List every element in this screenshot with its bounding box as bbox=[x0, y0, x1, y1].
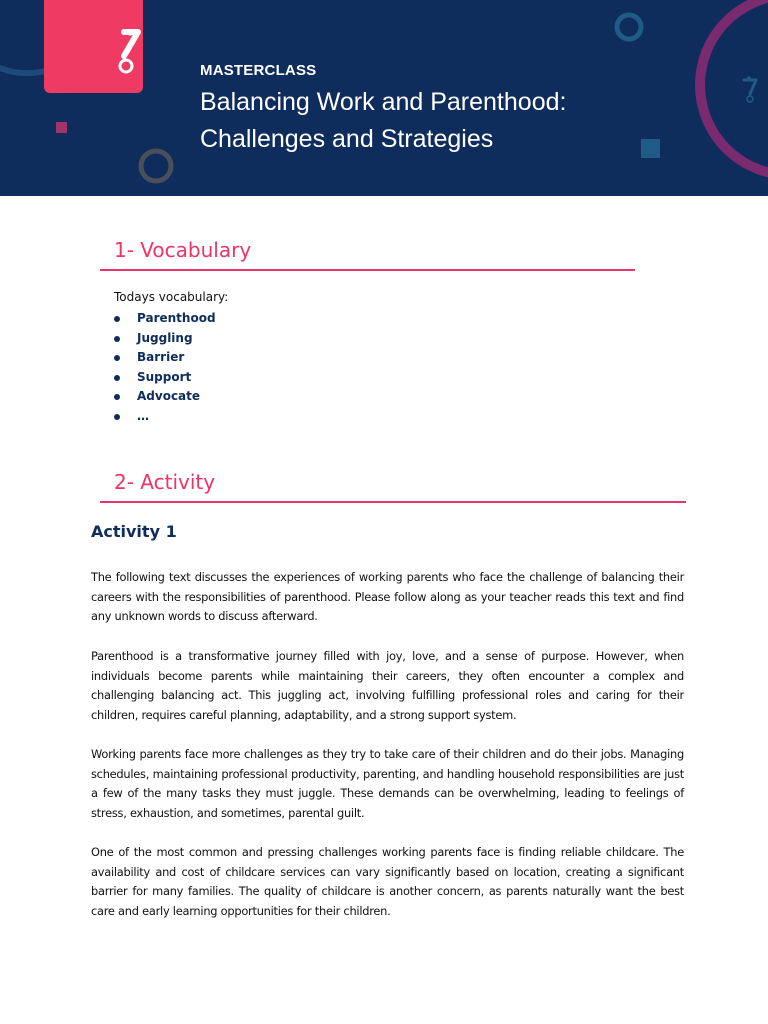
header-banner bbox=[0, 0, 768, 196]
bullet-icon bbox=[114, 355, 120, 361]
activity-paragraph-3: Working parents face more challenges as they try to take care of their children and do their jobs. Managing schedules, maintaining professional productivity, parenting, and handling household responsibilities are just a few of the many tasks they must juggle. These demands can be overwhelming, leading to feelings of stress, exhaustion, and sometimes, parental guilt. bbox=[91, 747, 684, 820]
bullet-icon bbox=[114, 394, 120, 400]
vocabulary-word: Parenthood bbox=[137, 311, 216, 325]
activity-paragraph-1: The following text discusses the experiences of working parents who face the challenge of balancing their careers with the responsibilities of parenthood. Please follow along as your teacher reads this text and find any unknown words to discuss afterward. bbox=[91, 570, 684, 624]
vocabulary-item bbox=[114, 407, 216, 427]
vocabulary-intro: Todays vocabulary: bbox=[114, 290, 229, 304]
eyebrow-label: MASTERCLASS bbox=[200, 62, 317, 79]
page-title bbox=[200, 84, 670, 158]
activity-subheading: Activity 1 bbox=[91, 522, 177, 541]
page-title-line-1: Balancing Work and Parenthood: bbox=[200, 88, 567, 116]
bullet-icon bbox=[114, 414, 120, 420]
bullet-icon bbox=[114, 336, 120, 342]
vocabulary-word: Barrier bbox=[137, 350, 185, 365]
vocabulary-word: … bbox=[137, 408, 149, 423]
vocabulary-item bbox=[114, 387, 216, 407]
vocabulary-list bbox=[114, 309, 216, 427]
vocabulary-word: Juggling bbox=[137, 330, 193, 345]
activity-paragraph-2: Parenthood is a transformative journey filled with joy, love, and a sense of purpose. However, when individuals become parents while maintaining their careers, they often encounter a complex and challenging balancing act. This juggling act, involving fulfilling professional roles and caring for their children, requires careful planning, adaptability, and a strong support system. bbox=[91, 649, 684, 722]
bullet-icon bbox=[114, 316, 120, 322]
bullet-icon bbox=[114, 375, 120, 381]
seven-logo-icon bbox=[44, 0, 143, 93]
vocabulary-item bbox=[114, 368, 216, 388]
vocabulary-item bbox=[114, 309, 216, 329]
vocabulary-word: Advocate bbox=[137, 389, 201, 404]
vocabulary-item bbox=[114, 348, 216, 368]
activity-paragraph-4: One of the most common and pressing challenges working parents face is finding reliable childcare. The availability and cost of childcare services can vary significantly based on location, creating a significant barrier for many families. The quality of childcare is another concern, as parents naturally want the best care and early learning opportunities for their children. bbox=[91, 845, 684, 918]
vocabulary-word: Support bbox=[137, 369, 192, 384]
activity-heading: 2- Activity bbox=[114, 470, 216, 494]
vocabulary-divider bbox=[100, 269, 635, 271]
vocabulary-heading: 1- Vocabulary bbox=[114, 238, 252, 262]
vocabulary-item bbox=[114, 329, 216, 349]
page-title-line-2: Challenges and Strategies bbox=[200, 125, 494, 153]
activity-divider bbox=[100, 501, 686, 503]
brand-logo bbox=[44, 0, 143, 93]
